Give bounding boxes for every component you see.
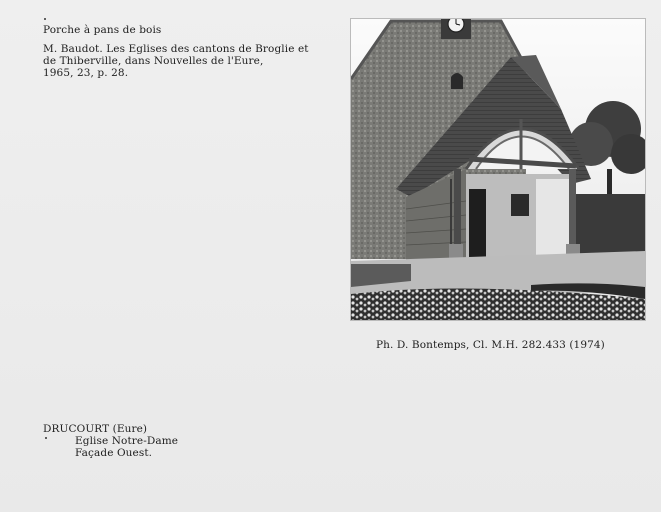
commune-name: DRUCOURT (Eure) [43,423,148,435]
gable-window [451,73,463,89]
reference-line-3: 1965, 23, p. 28. [43,67,129,79]
photo-credit: Ph. D. Bontemps, Cl. M.H. 282.433 (1974) [376,339,605,351]
photo-illustration [351,19,645,320]
building-name: Eglise Notre-Dame [75,435,179,447]
clock-icon [441,19,471,39]
reference-line-1: M. Baudot. Les Eglises des cantons de Broglie et [43,43,309,55]
bullet-mark [44,18,46,20]
view-description: Façade Ouest. [75,447,153,459]
subject-title: Porche à pans de bois [43,24,162,36]
church-door [469,189,486,264]
church-photograph [350,18,646,321]
reference-line-2: de Thiberville, dans Nouvelles de l'Eure, [43,55,264,67]
bullet-mark [45,437,47,439]
hedge [571,194,645,254]
interior-window [511,194,529,216]
